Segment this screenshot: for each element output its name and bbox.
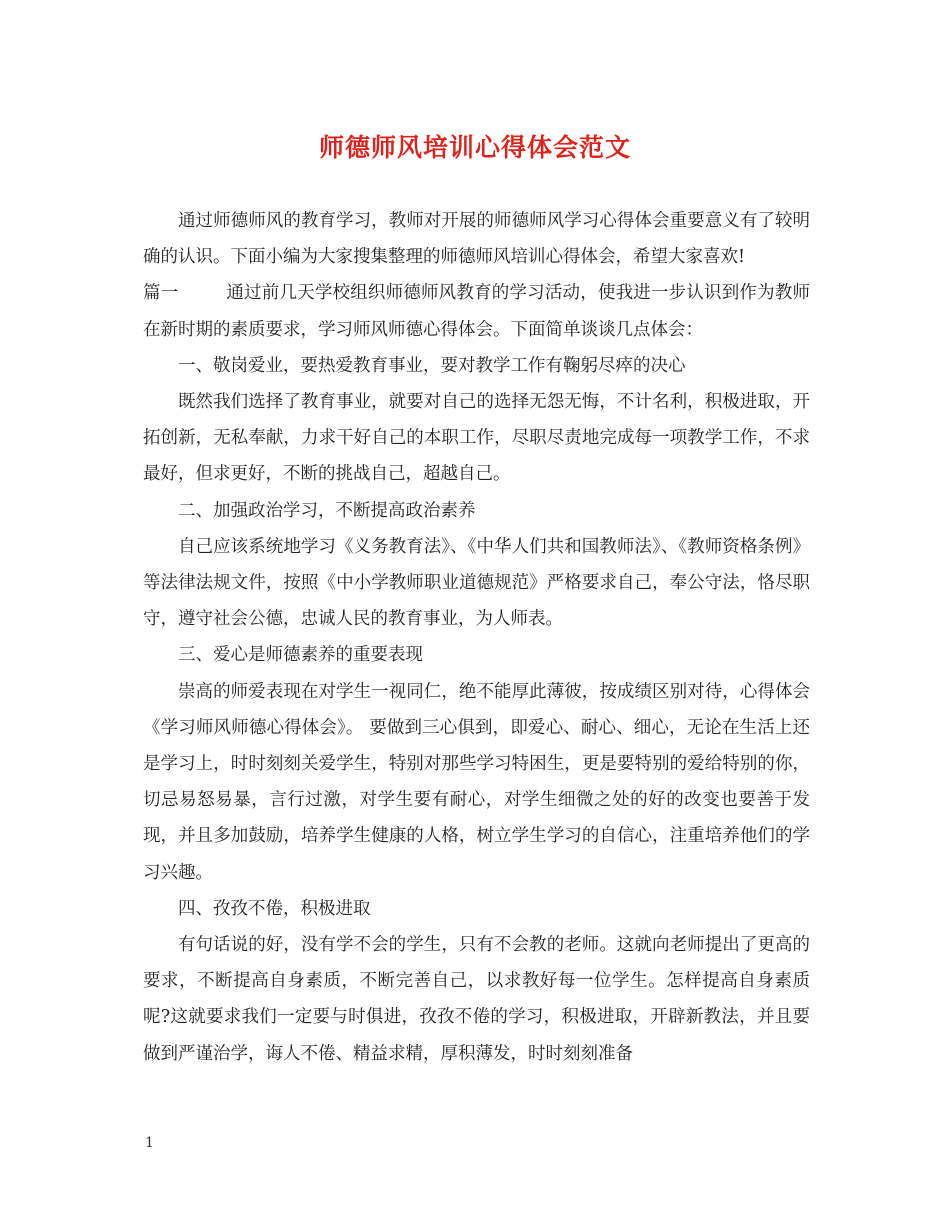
paragraph-three: 崇高的师爱表现在对学生一视同仁，绝不能厚此薄彼，按成绩区别对待，心得体会《学习师风师德心得体会》。 要做到三心俱到，即爱心、耐心、细心，无论在生活上还是学习上，时时刻刻关爱学生，特别对那些学习特困生，更是要特别的爱给特别的你，切忌易怒易暴，言行过激，对学生要有耐心，对学生细微之处的好的改变也要善于发现，并且多加鼓励，培养学生健康的人格，树立学生学习的自信心，注重培养他们的学习兴趣。 [143, 681, 810, 883]
chapter-one-paragraph [143, 275, 810, 347]
intro-paragraph: 通过师德师风的教育学习，教师对开展的师德师风学习心得体会重要意义有了较明确的认识。下面小编为大家搜集整理的师德师风培训心得体会，希望大家喜欢! [143, 211, 810, 268]
heading-two: 二、加强政治学习，不断提高政治素养 [178, 500, 476, 521]
paragraph-one: 既然我们选择了教育事业，就要对自己的选择无怨无悔，不计名利，积极进取，开拓创新，无私奉献，力求干好自己的本职工作，尽职尽责地完成每一项教学工作，不求最好，但求更好，不断的挑战自己，超越自己。 [143, 392, 810, 485]
chapter-label: 篇一 [143, 283, 179, 304]
document-body [143, 203, 810, 1072]
document-title: 师德师风培训心得体会范文 [318, 133, 631, 162]
page-number: 1 [145, 1135, 154, 1151]
heading-three: 三、爱心是师德素养的重要表现 [178, 645, 423, 666]
heading-four: 四、孜孜不倦，积极进取 [178, 898, 371, 919]
paragraph-four: 有句话说的好，没有学不会的学生，只有不会教的老师。这就向老师提出了更高的要求，不断提高自身素质，不断完善自己，以求教好每一位学生。怎样提高自身素质呢?这就要求我们一定要与时俱进，孜孜不倦的学习，积极进取，开辟新教法，并且要做到严谨治学，诲人不倦、精益求精，厚积薄发，时时刻刻准备 [143, 935, 810, 1064]
heading-one: 一、敬岗爱业，要热爱教育事业，要对教学工作有鞠躬尽瘁的决心 [178, 355, 686, 376]
chapter-one-text: 通过前几天学校组织师德师风教育的学习活动，使我进一步认识到作为教师在新时期的素质要求，学习师风师德心得体会。下面简单谈谈几点体会： [143, 283, 811, 340]
paragraph-two: 自己应该系统地学习《义务教育法》、《中华人们共和国教师法》、《教师资格条例》等法律法规文件，按照《中小学教师职业道德规范》严格要求自己，奉公守法，恪尽职守，遵守社会公德，忠诚人民的教育事业，为人师表。 [143, 536, 810, 630]
